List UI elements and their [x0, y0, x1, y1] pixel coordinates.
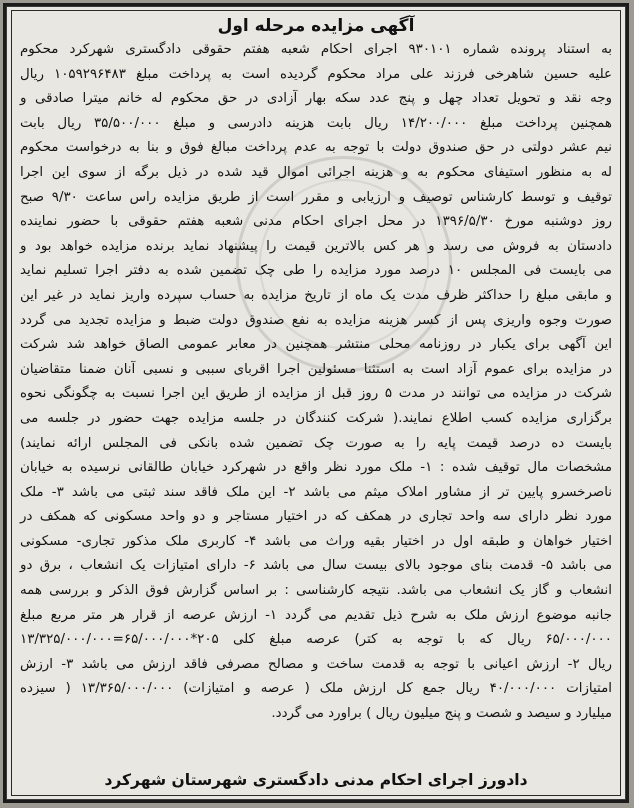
notice-line: ناصرخسرو پایین تر از مشاور املاک میثم می باشد ۲- این ملک فاقد سند ثبتی می باشد ۳- ملک	[20, 484, 613, 500]
notice-line: اختیار خواهان و طبقه اول در اختیار بقیه وراث می باشد ۴- کاربری ملک مذکور تجاری- مسکونی	[20, 533, 613, 549]
notice-line: روز دوشنبه مورخ ۱۳۹۶/۵/۳۰ در محل اجرای احکام مدنی شعبه هفتم حقوقی با حضور نماینده	[20, 214, 612, 230]
notice-line: ریال ۲- ارزش اعیانی با توجه به قدمت ساخت و مصالح مصرفی فاقد ارزش می باشد ۳- ارزش	[20, 656, 613, 672]
notice-line: امتیازات ۴۰/۰۰۰/۰۰۰ ریال جمع کل ارزش ملک ( عرصه و امتیازات) ۱۳/۳۶۵/۰۰۰/۰۰۰ ( سیزده	[20, 681, 612, 697]
notice-line: در مزایده برای عموم آزاد است به استثنا مسئولین اجرا اقربای سببی و نسبی آنان ضمنا متقاضیان	[20, 361, 612, 377]
notice-line: ۶۵/۰۰۰/۰۰۰ ریال که با توجه به کتر) عرصه مبلغ کلی ۲۰۵*۶۵/۰۰۰/۰۰۰=۱۳/۳۲۵/۰۰۰/۰۰۰	[20, 632, 612, 648]
notice-line: بایست ده درصد قیمت پایه را به صورت چک تضمین شده بانکی فی المجلس ارائه نمایند)	[20, 435, 612, 451]
notice-line: توقیف و توسط کارشناس توصیف و ارزیابی و مقرر است از طریق مزایده راس ساعت ۹/۳۰ صبح	[20, 189, 613, 205]
notice-line: این آگهی برای یکبار در روزنامه محلی منتشر همچنین در معابر عمومی الصاق خواهد شد شرکت	[20, 337, 612, 353]
notice-sheet	[3, 3, 629, 803]
notice-line: شرکت در مزایده می توانند در مدت ۵ روز قبل از مزایده از طریق این اجرا نسبت به چگونگی نحوه	[20, 386, 612, 402]
notice-line: مشخصات مال توقیف شده : ۱- ملک مورد نظر واقع در شهرکرد خیابان طالقانی نرسیده به خیابان	[20, 460, 612, 476]
notice-line: و مابقی مبلغ را حداکثر ظرف مدت یک ماه از تاریخ مزایده به حساب سپرده واریز نماید در غیر این	[20, 287, 612, 303]
notice-signature: دادورز اجرای احکام مدنی دادگستری شهرستان شهرکرد	[104, 771, 528, 789]
notice-line: دادستان به فروش می رسد و هر کس بالاترین قیمت را پیشنهاد نماید برنده مزایده خواهد بود و	[20, 238, 612, 254]
notice-line: می باشد ۵- قدمت بنای موجود بالای بیست سال می باشد ۶- دارای امتیازات یک انشعاب ، برق دو	[20, 558, 612, 574]
notice-line: انشعاب و گاز یک انشعاب می باشد. نتیجه کارشناسی : بر اساس گزارش فوق الذکر و بررسی همه	[20, 583, 612, 599]
notice-frame	[11, 10, 621, 796]
notice-line: وجه نقد و تحویل تعداد چهل و پنج عدد سکه بهار آزادی در حق محکوم له خانم میترا صادقی و	[20, 91, 612, 107]
notice-line: صورت وجوه واریزی پس از کسر هزینه مزایده به نفع صندوق دولت ضبط و مزایده تجدید می گردد	[20, 312, 612, 328]
notice-line: مورد نظر دارای سه واحد تجاری در همکف که در اختیار مستاجر و دو واحد مسکونی که همکف در	[20, 509, 612, 525]
notice-line: نیم عشر دولتی در حق صندوق دولت با توجه به عدم پرداخت مبالغ فوق و بنا به درخواست محکوم	[20, 140, 612, 156]
notice-line: همچنین پرداخت مبلغ ۱۴/۲۰۰/۰۰۰ ریال بابت هزینه دادرسی و مبلغ ۳۵/۵۰۰/۰۰۰ ریال بابت	[20, 115, 612, 131]
notice-line: برگزاری مزایده کسب اطلاع نمایند.( شرکت کنندگان در جلسه مزایده جهت حضور در جلسه می	[20, 410, 612, 426]
notice-line: می بایست فی المجلس ۱۰ درصد مورد مزایده را طی چک تضمین شده به دفتر اجرا تسلیم نماید	[20, 263, 612, 279]
notice-line: میلیارد و سیصد و شصت و پنج میلیون ریال ) براورد می گردد.	[271, 706, 612, 722]
notice-title: آگهی مزایده مرحله اول	[217, 16, 415, 36]
notice-line: جانبه موضوع ارزش ملک به شرح ذیل تقدیم می گردد ۱- ارزش عرصه از قرار هر متر مربع مبلغ	[20, 607, 613, 623]
notice-line: علیه حسین شاهرخی فرزند علی مراد محکوم گردیده است به پرداخت مبلغ ۱۰۵۹۲۹۶۴۸۳ ریال	[20, 66, 612, 82]
notice-body	[20, 38, 612, 727]
notice-line: به استناد پرونده شماره ۹۳۰۱۰۱ اجرای احکام شعبه هفتم حقوقی دادگستری شهرکرد محکوم	[20, 42, 612, 57]
notice-line: له به منظور استیفای محکوم به و هزینه اجرائی اموال قید شده در ذیل برگه از سوی این اجرا	[20, 164, 612, 180]
